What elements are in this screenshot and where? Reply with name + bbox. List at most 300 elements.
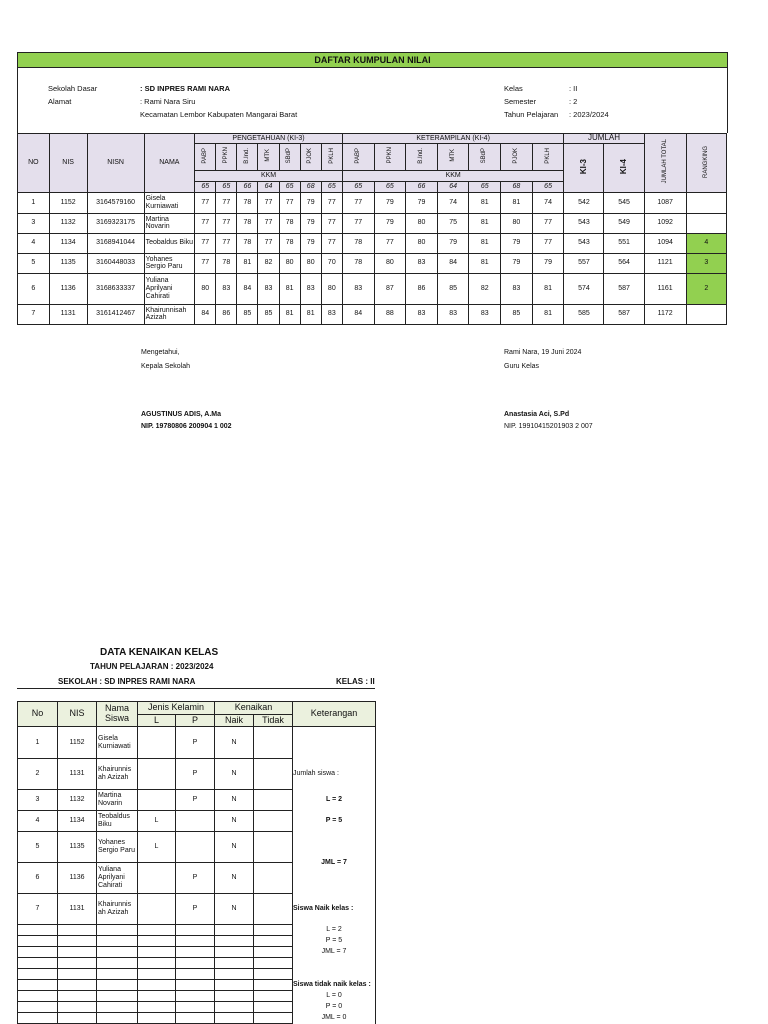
row-tidak xyxy=(254,727,293,759)
ki3-score: 77 xyxy=(279,192,300,213)
row-no: 5 xyxy=(18,832,58,863)
ki3-sum: 543 xyxy=(564,213,604,233)
empty-cell xyxy=(58,1002,97,1013)
signature-right xyxy=(504,346,581,374)
kenaikan-row xyxy=(18,832,376,863)
row-l xyxy=(138,894,176,925)
ki4-sum: 587 xyxy=(604,304,644,324)
grades-table xyxy=(17,133,727,325)
row-nis: 1134 xyxy=(58,811,97,832)
ki3-score: 81 xyxy=(279,273,300,304)
guru-nip: NIP. 19910415201903 2 007 xyxy=(504,423,593,430)
empty-cell xyxy=(138,1002,176,1013)
subject-header: PJOK xyxy=(300,143,321,170)
empty-cell xyxy=(176,969,215,980)
col-ki3: KI-3 xyxy=(564,143,604,192)
empty-cell xyxy=(138,936,176,947)
student-name: Yohanes Sergio Paru xyxy=(144,253,195,273)
kkm-value: 65 xyxy=(216,181,237,192)
kenaikan-row xyxy=(18,894,376,925)
student-row xyxy=(18,253,727,273)
student-nis: 1132 xyxy=(49,213,87,233)
col-nisn: NISN xyxy=(87,134,144,193)
student-nis: 1131 xyxy=(49,304,87,324)
kkm-label: KKM xyxy=(342,170,564,181)
empty-cell xyxy=(58,980,97,991)
empty-cell xyxy=(254,991,293,1002)
col-kenaikan: Kenaikan xyxy=(215,702,293,715)
row-no: 6 xyxy=(18,863,58,894)
row-p: P xyxy=(176,759,215,790)
row-l xyxy=(138,727,176,759)
school-info-left xyxy=(48,82,97,108)
ki3-score: 70 xyxy=(321,253,342,273)
kenaikan-row xyxy=(18,811,376,832)
subject-header: MTK xyxy=(437,143,469,170)
row-name: Martina Novarin xyxy=(97,790,138,811)
row-name: Yuliana Aprilyani Cahirati xyxy=(97,863,138,894)
row-l xyxy=(138,759,176,790)
subject-header: PJOK xyxy=(501,143,533,170)
empty-cell xyxy=(58,947,97,958)
kepala-name: AGUSTINUS ADIS, A.Ma xyxy=(141,411,221,418)
col-p: P xyxy=(176,715,215,727)
student-nis: 1135 xyxy=(49,253,87,273)
empty-cell xyxy=(58,925,97,936)
kenaikan-row xyxy=(18,727,376,759)
empty-cell xyxy=(138,925,176,936)
ki4-score: 88 xyxy=(374,304,406,324)
empty-cell xyxy=(215,991,254,1002)
ki4-score: 79 xyxy=(437,233,469,253)
col-keterampilan: KETERAMPILAN (KI-4) xyxy=(342,134,564,144)
col-no: No xyxy=(18,702,58,727)
empty-cell xyxy=(254,947,293,958)
empty-cell xyxy=(18,925,58,936)
row-p: P xyxy=(176,790,215,811)
row-name: Gisela Kurniawati xyxy=(97,727,138,759)
empty-cell xyxy=(18,947,58,958)
row-tidak xyxy=(254,832,293,863)
subject-header: SBdP xyxy=(469,143,501,170)
kkm-label: KKM xyxy=(195,170,343,181)
ki3-sum: 574 xyxy=(564,273,604,304)
empty-cell xyxy=(176,925,215,936)
student-no: 6 xyxy=(18,273,50,304)
empty-cell xyxy=(138,1013,176,1024)
ki3-score: 84 xyxy=(237,273,258,304)
ki4-score: 78 xyxy=(342,233,374,253)
empty-cell xyxy=(18,969,58,980)
empty-cell xyxy=(97,969,138,980)
ki3-score: 77 xyxy=(195,192,216,213)
ki4-score: 79 xyxy=(406,192,438,213)
class-info-labels xyxy=(504,82,558,121)
empty-cell xyxy=(18,936,58,947)
ki3-score: 83 xyxy=(216,273,237,304)
ki3-score: 86 xyxy=(216,304,237,324)
kenaikan-tahun: TAHUN PELAJARAN : 2023/2024 xyxy=(90,662,214,671)
kepala-text: Kepala Sekolah xyxy=(141,363,191,370)
ki3-score: 78 xyxy=(279,213,300,233)
rank-cell xyxy=(686,304,726,324)
ki4-score: 85 xyxy=(437,273,469,304)
alamat-value: : Rami Nara Siru xyxy=(140,97,196,106)
empty-cell xyxy=(97,958,138,969)
empty-cell xyxy=(215,925,254,936)
student-row xyxy=(18,233,727,253)
subject-header: MTK xyxy=(258,143,279,170)
col-ranking: RANGKING xyxy=(686,134,726,193)
empty-cell xyxy=(254,1002,293,1013)
empty-cell xyxy=(254,980,293,991)
student-nisn: 3160448033 xyxy=(87,253,144,273)
col-l: L xyxy=(138,715,176,727)
ki4-sum: 545 xyxy=(604,192,644,213)
row-p: P xyxy=(176,894,215,925)
ki4-score: 83 xyxy=(501,273,533,304)
student-nisn: 3168941044 xyxy=(87,233,144,253)
empty-cell xyxy=(97,936,138,947)
kepala-nip: NIP. 19780806 200904 1 002 xyxy=(141,423,232,430)
alamat-label: Alamat xyxy=(48,97,72,106)
keterangan-cell: Siswa tidak naik kelas : xyxy=(293,980,376,991)
ki4-score: 79 xyxy=(501,233,533,253)
empty-row xyxy=(18,1013,376,1024)
ki4-score: 87 xyxy=(374,273,406,304)
empty-row xyxy=(18,925,376,936)
ki4-score: 81 xyxy=(532,273,564,304)
empty-cell xyxy=(254,958,293,969)
col-nama: NAMA xyxy=(144,134,195,193)
ki3-score: 82 xyxy=(258,253,279,273)
ki4-sum: 549 xyxy=(604,213,644,233)
rank-cell: 4 xyxy=(686,233,726,253)
row-tidak xyxy=(254,863,293,894)
row-tidak xyxy=(254,790,293,811)
ki4-score: 79 xyxy=(374,192,406,213)
ki3-score: 77 xyxy=(321,233,342,253)
ki4-score: 78 xyxy=(342,253,374,273)
col-ki4: KI-4 xyxy=(604,143,644,192)
row-nis: 1152 xyxy=(58,727,97,759)
student-no: 5 xyxy=(18,253,50,273)
student-name: Khairunnisah Azizah xyxy=(144,304,195,324)
empty-cell xyxy=(18,1013,58,1024)
subject-header: B.Ind. xyxy=(237,143,258,170)
ki4-score: 82 xyxy=(469,273,501,304)
empty-row xyxy=(18,980,376,991)
ki3-score: 78 xyxy=(237,213,258,233)
student-nisn: 3169323175 xyxy=(87,213,144,233)
ki4-score: 80 xyxy=(406,213,438,233)
ki4-score: 81 xyxy=(469,192,501,213)
tahun-label: Tahun Pelajaran xyxy=(504,110,559,119)
ki3-score: 77 xyxy=(321,192,342,213)
ki3-sum: 543 xyxy=(564,233,604,253)
ki4-score: 81 xyxy=(501,192,533,213)
empty-cell xyxy=(176,958,215,969)
ki3-score: 78 xyxy=(237,233,258,253)
empty-cell xyxy=(176,936,215,947)
semester-label: Semester xyxy=(504,97,537,106)
kkm-value: 65 xyxy=(469,181,501,192)
kkm-value: 65 xyxy=(342,181,374,192)
empty-cell xyxy=(215,1013,254,1024)
ki4-score: 75 xyxy=(437,213,469,233)
row-naik: N xyxy=(215,863,254,894)
empty-row xyxy=(18,969,376,980)
ki3-score: 80 xyxy=(279,253,300,273)
empty-cell xyxy=(215,969,254,980)
ki3-score: 80 xyxy=(195,273,216,304)
subject-header: B.Ind. xyxy=(406,143,438,170)
ki3-score: 80 xyxy=(321,273,342,304)
student-nisn: 3164579160 xyxy=(87,192,144,213)
empty-cell xyxy=(97,1013,138,1024)
empty-cell xyxy=(97,947,138,958)
kenaikan-title: DATA KENAIKAN KELAS xyxy=(100,647,219,658)
guru-text: Guru Kelas xyxy=(504,363,540,370)
kenaikan-row xyxy=(18,790,376,811)
empty-cell xyxy=(58,958,97,969)
ki3-score: 79 xyxy=(300,192,321,213)
student-nis: 1134 xyxy=(49,233,87,253)
empty-cell xyxy=(254,925,293,936)
school-info-values xyxy=(140,82,297,121)
ki3-score: 79 xyxy=(300,213,321,233)
keterangan-cell: Siswa Naik kelas : xyxy=(293,894,376,925)
col-keterangan: Keterangan xyxy=(293,702,376,727)
empty-cell xyxy=(176,991,215,1002)
place-date: Rami Nara, 19 Juni 2024 xyxy=(504,349,582,356)
student-name: Gisela Kurniawati xyxy=(144,192,195,213)
ki3-score: 77 xyxy=(195,253,216,273)
kkm-value: 65 xyxy=(321,181,342,192)
rank-cell: 2 xyxy=(686,273,726,304)
student-no: 7 xyxy=(18,304,50,324)
kepala-identity xyxy=(141,409,232,433)
empty-cell xyxy=(138,947,176,958)
ki4-score: 77 xyxy=(532,233,564,253)
row-name: Khairunnis ah Azizah xyxy=(97,759,138,790)
ki3-score: 85 xyxy=(258,304,279,324)
ki4-score: 77 xyxy=(342,213,374,233)
ki3-score: 80 xyxy=(300,253,321,273)
subject-header: SBdP xyxy=(279,143,300,170)
semester-value: : 2 xyxy=(569,97,578,106)
ki3-score: 81 xyxy=(237,253,258,273)
empty-cell xyxy=(18,958,58,969)
student-nisn: 3161412467 xyxy=(87,304,144,324)
ki4-score: 80 xyxy=(501,213,533,233)
student-row xyxy=(18,213,727,233)
col-naik: Naik xyxy=(215,715,254,727)
row-p xyxy=(176,832,215,863)
empty-cell xyxy=(18,991,58,1002)
col-no: NO xyxy=(18,134,50,193)
kelas-value: : II xyxy=(569,84,578,93)
col-tidak: Tidak xyxy=(254,715,293,727)
ki3-score: 77 xyxy=(258,213,279,233)
kelas-label: Kelas xyxy=(504,84,523,93)
class-info-values xyxy=(569,82,609,121)
total-score: 1121 xyxy=(644,253,686,273)
empty-cell xyxy=(176,947,215,958)
kenaikan-table xyxy=(17,701,376,1024)
kkm-value: 68 xyxy=(501,181,533,192)
empty-cell xyxy=(254,1013,293,1024)
keterangan-cell: P = 5 xyxy=(293,811,376,832)
empty-cell xyxy=(18,980,58,991)
kkm-value: 66 xyxy=(237,181,258,192)
row-l: L xyxy=(138,832,176,863)
empty-cell xyxy=(138,980,176,991)
row-nis: 1136 xyxy=(58,863,97,894)
col-nama: Nama Siswa xyxy=(97,702,138,727)
ki3-score: 77 xyxy=(216,233,237,253)
alamat-value-2: Kecamatan Lembor Kabupaten Mangarai Barat xyxy=(140,110,298,119)
ki4-sum: 587 xyxy=(604,273,644,304)
col-jenis-kelamin: Jenis Kelamin xyxy=(138,702,215,715)
empty-cell xyxy=(176,1002,215,1013)
kkm-value: 64 xyxy=(258,181,279,192)
keterangan-cell: L = 2 xyxy=(293,925,376,936)
row-no: 2 xyxy=(18,759,58,790)
keterangan-cell: L = 0 xyxy=(293,991,376,1002)
row-naik: N xyxy=(215,832,254,863)
ki3-score: 77 xyxy=(216,213,237,233)
ki3-score: 77 xyxy=(258,192,279,213)
subject-header: PKLH xyxy=(321,143,342,170)
kkm-value: 66 xyxy=(406,181,438,192)
tahun-value: : 2023/2024 xyxy=(569,110,609,119)
row-l xyxy=(138,790,176,811)
empty-cell xyxy=(97,1002,138,1013)
ki4-score: 81 xyxy=(469,213,501,233)
keterangan-cell: JML = 7 xyxy=(293,947,376,958)
rank-cell xyxy=(686,213,726,233)
empty-cell xyxy=(58,936,97,947)
ki4-score: 83 xyxy=(342,273,374,304)
empty-cell xyxy=(215,936,254,947)
empty-cell xyxy=(58,969,97,980)
keterangan-cell xyxy=(293,727,376,759)
ki3-sum: 542 xyxy=(564,192,604,213)
student-nisn: 3168633337 xyxy=(87,273,144,304)
ki3-score: 83 xyxy=(300,273,321,304)
row-tidak xyxy=(254,759,293,790)
sekolah-label: Sekolah Dasar xyxy=(48,84,98,93)
ki4-score: 83 xyxy=(406,253,438,273)
row-naik: N xyxy=(215,894,254,925)
ki3-sum: 585 xyxy=(564,304,604,324)
subject-header: PABP xyxy=(342,143,374,170)
empty-cell xyxy=(215,958,254,969)
ki4-score: 83 xyxy=(406,304,438,324)
row-p: P xyxy=(176,863,215,894)
ki3-score: 84 xyxy=(195,304,216,324)
empty-cell xyxy=(138,991,176,1002)
ki3-score: 78 xyxy=(279,233,300,253)
empty-cell xyxy=(58,991,97,1002)
ki4-score: 79 xyxy=(532,253,564,273)
col-nis: NIS xyxy=(49,134,87,193)
ki4-score: 74 xyxy=(437,192,469,213)
ki4-score: 83 xyxy=(469,304,501,324)
row-no: 1 xyxy=(18,727,58,759)
keterangan-cell: JML = 7 xyxy=(293,832,376,894)
page-title: DAFTAR KUMPULAN NILAI xyxy=(314,55,431,65)
ki4-score: 85 xyxy=(501,304,533,324)
subject-header: PKLH xyxy=(532,143,564,170)
total-score: 1161 xyxy=(644,273,686,304)
row-naik: N xyxy=(215,727,254,759)
guru-name: Anastasia Aci, S.Pd xyxy=(504,411,570,418)
student-row xyxy=(18,304,727,324)
signature-left xyxy=(141,346,190,374)
row-l: L xyxy=(138,811,176,832)
empty-cell xyxy=(215,980,254,991)
ki4-score: 79 xyxy=(374,213,406,233)
ki4-score: 84 xyxy=(342,304,374,324)
total-score: 1092 xyxy=(644,213,686,233)
kenaikan-kelas: KELAS : II xyxy=(336,677,375,686)
ki4-score: 80 xyxy=(374,253,406,273)
empty-cell xyxy=(215,1002,254,1013)
row-no: 3 xyxy=(18,790,58,811)
ki3-score: 79 xyxy=(300,233,321,253)
total-score: 1094 xyxy=(644,233,686,253)
kkm-value: 64 xyxy=(437,181,469,192)
rank-cell xyxy=(686,192,726,213)
sekolah-value: : SD INPRES RAMI NARA xyxy=(140,84,231,93)
row-tidak xyxy=(254,811,293,832)
col-jumlah: JUMLAH xyxy=(564,134,644,144)
empty-cell xyxy=(138,958,176,969)
kkm-value: 65 xyxy=(195,181,216,192)
ki4-score: 81 xyxy=(532,304,564,324)
row-nis: 1135 xyxy=(58,832,97,863)
ki4-score: 81 xyxy=(469,253,501,273)
empty-cell xyxy=(254,936,293,947)
keterangan-cell: L = 2 xyxy=(293,790,376,811)
kenaikan-row xyxy=(18,759,376,790)
student-nis: 1152 xyxy=(49,192,87,213)
row-name: Khairunnis ah Azizah xyxy=(97,894,138,925)
empty-cell xyxy=(138,969,176,980)
row-nis: 1131 xyxy=(58,759,97,790)
ki3-score: 77 xyxy=(195,233,216,253)
student-no: 4 xyxy=(18,233,50,253)
kenaikan-sekolah: SEKOLAH : SD INPRES RAMI NARA xyxy=(58,677,196,686)
row-l xyxy=(138,863,176,894)
empty-cell xyxy=(58,1013,97,1024)
row-naik: N xyxy=(215,790,254,811)
ki3-score: 77 xyxy=(321,213,342,233)
row-no: 7 xyxy=(18,894,58,925)
ki3-score: 77 xyxy=(195,213,216,233)
mengetahui-text: Mengetahui, xyxy=(141,349,180,356)
ki3-score: 81 xyxy=(300,304,321,324)
ki3-score: 78 xyxy=(237,192,258,213)
student-row xyxy=(18,273,727,304)
subject-header: PPKN xyxy=(216,143,237,170)
ki4-score: 77 xyxy=(342,192,374,213)
kkm-value: 65 xyxy=(279,181,300,192)
ki3-score: 77 xyxy=(258,233,279,253)
row-name: Teobaldus Biku xyxy=(97,811,138,832)
